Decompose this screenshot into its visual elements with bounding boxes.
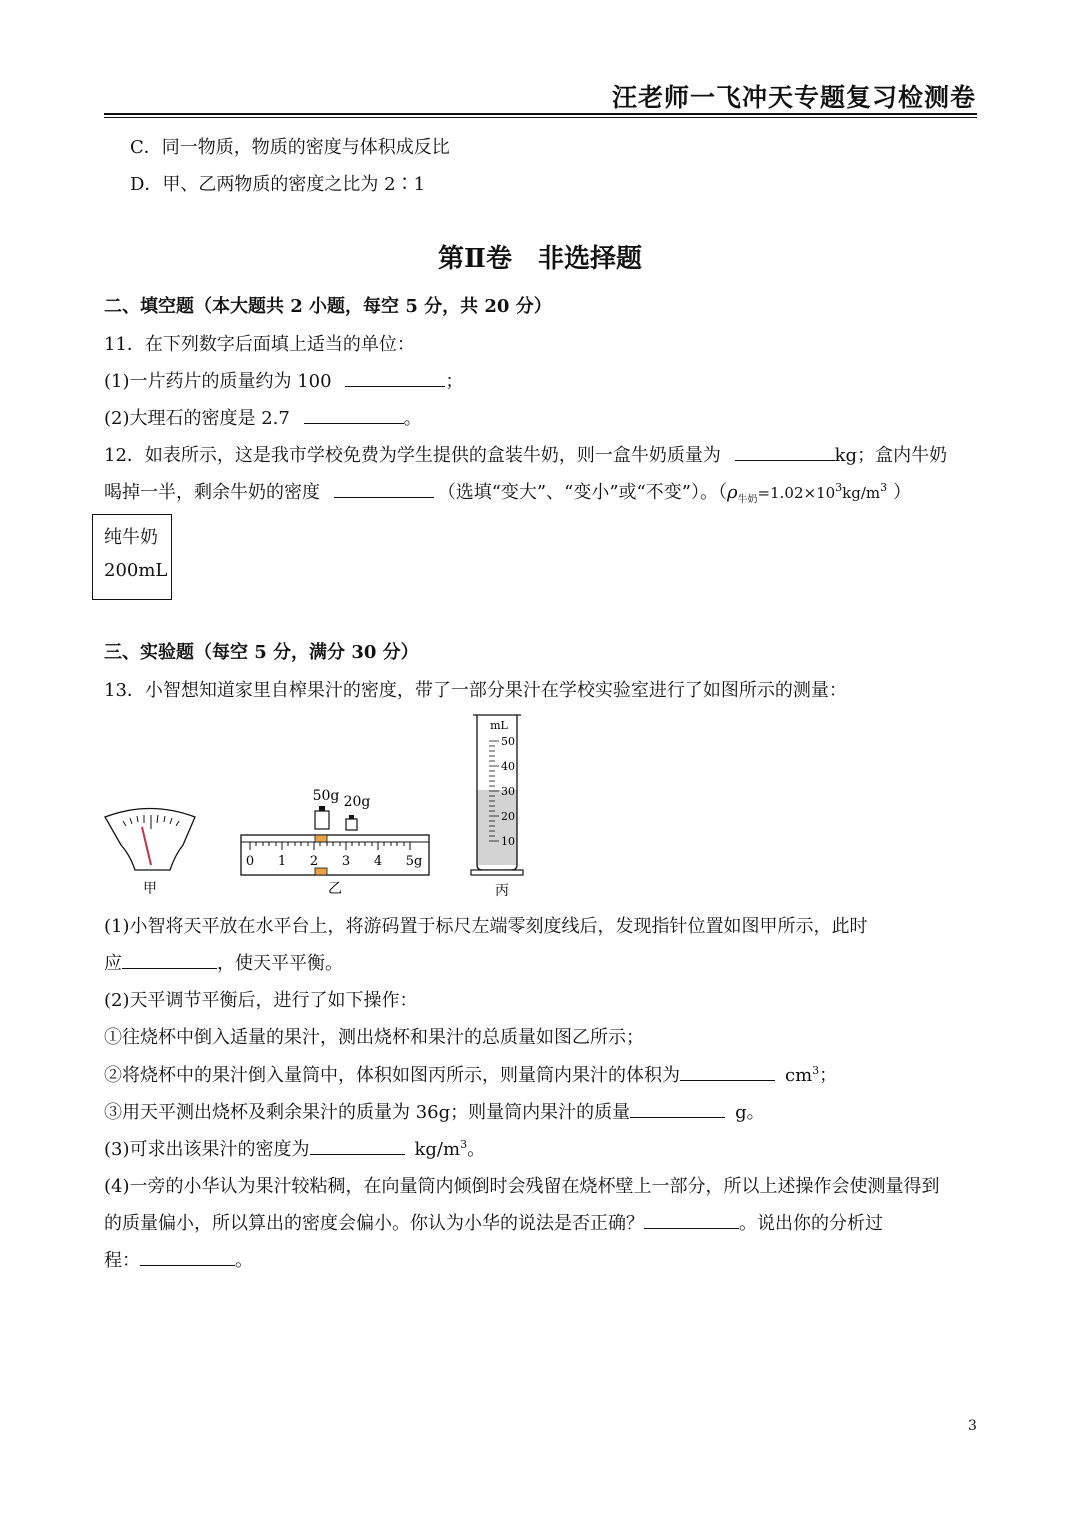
q13-blank-4[interactable] (310, 1136, 405, 1155)
q13-step2-exp: 3 (812, 1064, 820, 1077)
q13-part1-line2 (104, 949, 343, 975)
q13-part1-line1: (1)小智将天平放在水平台上，将游码置于标尺左端零刻度线后，发现指针位置如图甲所示，此时 (104, 916, 868, 937)
balance-pointer (142, 827, 151, 865)
q13-part1-line2-b: ，使天平平衡。 (217, 953, 343, 974)
q13-step3-unit: g。 (735, 1102, 765, 1123)
scale-tick-5: 5g (405, 854, 423, 869)
q13-blank-1[interactable] (122, 950, 217, 969)
q13-part4-line2-b: 。说出你的分析过 (739, 1213, 883, 1234)
q13-part4-line1: (4)一旁的小华认为果汁较粘稠，在向量筒内倾倒时会残留在烧杯壁上一部分，所以上述操作会使测量得到 (104, 1176, 940, 1197)
rider-scale (241, 835, 429, 875)
weight-50g (315, 811, 329, 829)
q13-step2-end: ； (819, 1065, 838, 1086)
rho-sub: 牛奶 (737, 494, 758, 506)
option-c: C．同一物质，物质的密度与体积成反比 (130, 137, 450, 158)
balance-dial-diagram (105, 809, 195, 898)
cylinder-tick-40: 40 (501, 760, 515, 773)
fig-label-bing: 丙 (495, 883, 509, 899)
header-rule-thin (104, 117, 977, 118)
q12-line2 (104, 478, 911, 506)
option-d: D．甲、乙两物质的密度之比为 2∶1 (130, 174, 426, 195)
q12-line2-b: （选填“变大”、“变小”或“不变”）。（ (437, 482, 727, 503)
q13-stem: 13．小智想知道家里自榨果汁的密度，带了一部分果汁在学校实验室进行了如图所示的测量： (104, 680, 847, 701)
q12-line1-b: kg；盒内牛奶 (834, 445, 948, 466)
section-title: 第Ⅱ卷 非选择题 (438, 244, 642, 274)
q13-part4-line2-a: 的质量偏小，所以算出的密度会偏小。你认为小华的说法是否正确？ (104, 1213, 644, 1234)
q13-part4-line3 (104, 1246, 253, 1272)
q12-close: ） (893, 482, 912, 503)
q12-line1 (104, 441, 947, 467)
header-title: 汪老师一飞冲天专题复习检测卷 (611, 83, 976, 112)
weight-50g-label: 50g (312, 788, 340, 804)
page-number: 3 (968, 1418, 977, 1434)
weight-50g-knob (319, 806, 325, 811)
rho-exp: 3 (835, 481, 843, 494)
q11-blank-1[interactable] (345, 368, 445, 387)
q11-part2-text: (2)大理石的密度是 2.7 (104, 408, 290, 429)
rider-top (315, 835, 327, 842)
q13-part3-exp: 3 (460, 1138, 468, 1151)
rho-unit: kg/m (842, 484, 881, 502)
q13-part3-end: 。 (467, 1139, 486, 1160)
q13-part3-a: (3)可求出该果汁的密度为 (104, 1139, 310, 1160)
q11-blank-2[interactable] (304, 405, 404, 424)
experiment-heading: 三、实验题（每空 5 分，满分 30 分） (104, 642, 419, 663)
q13-blank-3[interactable] (630, 1099, 725, 1118)
cylinder-tick-50: 50 (501, 735, 515, 748)
cylinder-tick-10: 10 (501, 835, 515, 848)
cylinder-unit: mL (490, 719, 508, 732)
q13-step2 (104, 1061, 837, 1087)
q11-part1 (104, 367, 463, 393)
q11-part1-text: (1)一片药片的质量约为 100 (104, 371, 332, 392)
weights-and-scale-diagram (241, 788, 429, 897)
milk-label-volume: 200mL (104, 560, 168, 581)
q11-part2-end: 。 (403, 408, 422, 429)
q13-step3-a: ③用天平测出烧杯及剩余果汁的质量为 36g；则量筒内果汁的质量 (104, 1102, 631, 1123)
header-rule (104, 113, 977, 115)
fig-label-jia: 甲 (143, 881, 157, 897)
fig-label-yi: 乙 (328, 881, 342, 897)
rider-bottom (315, 868, 327, 875)
fill-blank-heading: 二、填空题（本大题共 2 小题，每空 5 分，共 20 分） (104, 296, 552, 317)
rho-symbol: ρ (726, 482, 738, 503)
scale-tick-0: 0 (245, 854, 255, 869)
cylinder-tick-30: 30 (501, 785, 515, 798)
q12-line1-a: 12．如表所示，这是我市学校免费为学生提供的盒装牛奶，则一盒牛奶质量为 (104, 445, 721, 466)
scale-tick-4: 4 (373, 854, 383, 869)
q12-blank-2[interactable] (334, 479, 434, 498)
milk-label-name: 纯牛奶 (104, 527, 158, 548)
juice-liquid (477, 790, 517, 865)
q12-blank-1[interactable] (735, 442, 835, 461)
q13-part4-line3-b: 。 (235, 1250, 253, 1271)
q13-step2-a: ②将烧杯中的果汁倒入量筒中，体积如图丙所示，则量筒内果汁的体积为 (104, 1065, 680, 1086)
q13-step2-unit: cm (785, 1065, 813, 1086)
q12-line2-a: 喝掉一半，剩余牛奶的密度 (104, 482, 320, 503)
weight-20g (346, 819, 357, 830)
q13-part2-stem: (2)天平调节平衡后，进行了如下操作： (104, 990, 418, 1011)
q13-step3 (104, 1098, 765, 1124)
cylinder-tick-20: 20 (501, 810, 515, 823)
q13-part1-line2-a: 应 (104, 953, 122, 974)
q13-part4-line2 (104, 1209, 883, 1235)
q13-blank-6[interactable] (140, 1247, 235, 1266)
weight-20g-label: 20g (343, 794, 371, 810)
q11-part2 (104, 404, 422, 430)
scale-tick-2: 2 (309, 854, 319, 869)
q11-stem: 11．在下列数字后面填上适当的单位： (104, 334, 415, 355)
graduated-cylinder-diagram (471, 715, 523, 899)
q13-blank-2[interactable] (680, 1062, 775, 1081)
q13-part4-line3-a: 程： (104, 1250, 140, 1271)
q13-step1: ①往烧杯中倒入适量的果汁，测出烧杯和果汁的总质量如图乙所示； (104, 1027, 644, 1048)
q11-part1-end: ； (445, 371, 464, 392)
q13-part3-unit: kg/m (414, 1139, 461, 1160)
rho-unit-exp: 3 (880, 481, 888, 494)
q13-blank-5[interactable] (644, 1210, 739, 1229)
scale-tick-1: 1 (277, 854, 287, 869)
scale-tick-3: 3 (341, 854, 351, 869)
experiment-figure (95, 705, 535, 905)
q13-part3 (104, 1135, 485, 1161)
weight-20g-knob (349, 815, 354, 819)
rho-value: =1.02×10 (757, 484, 836, 502)
